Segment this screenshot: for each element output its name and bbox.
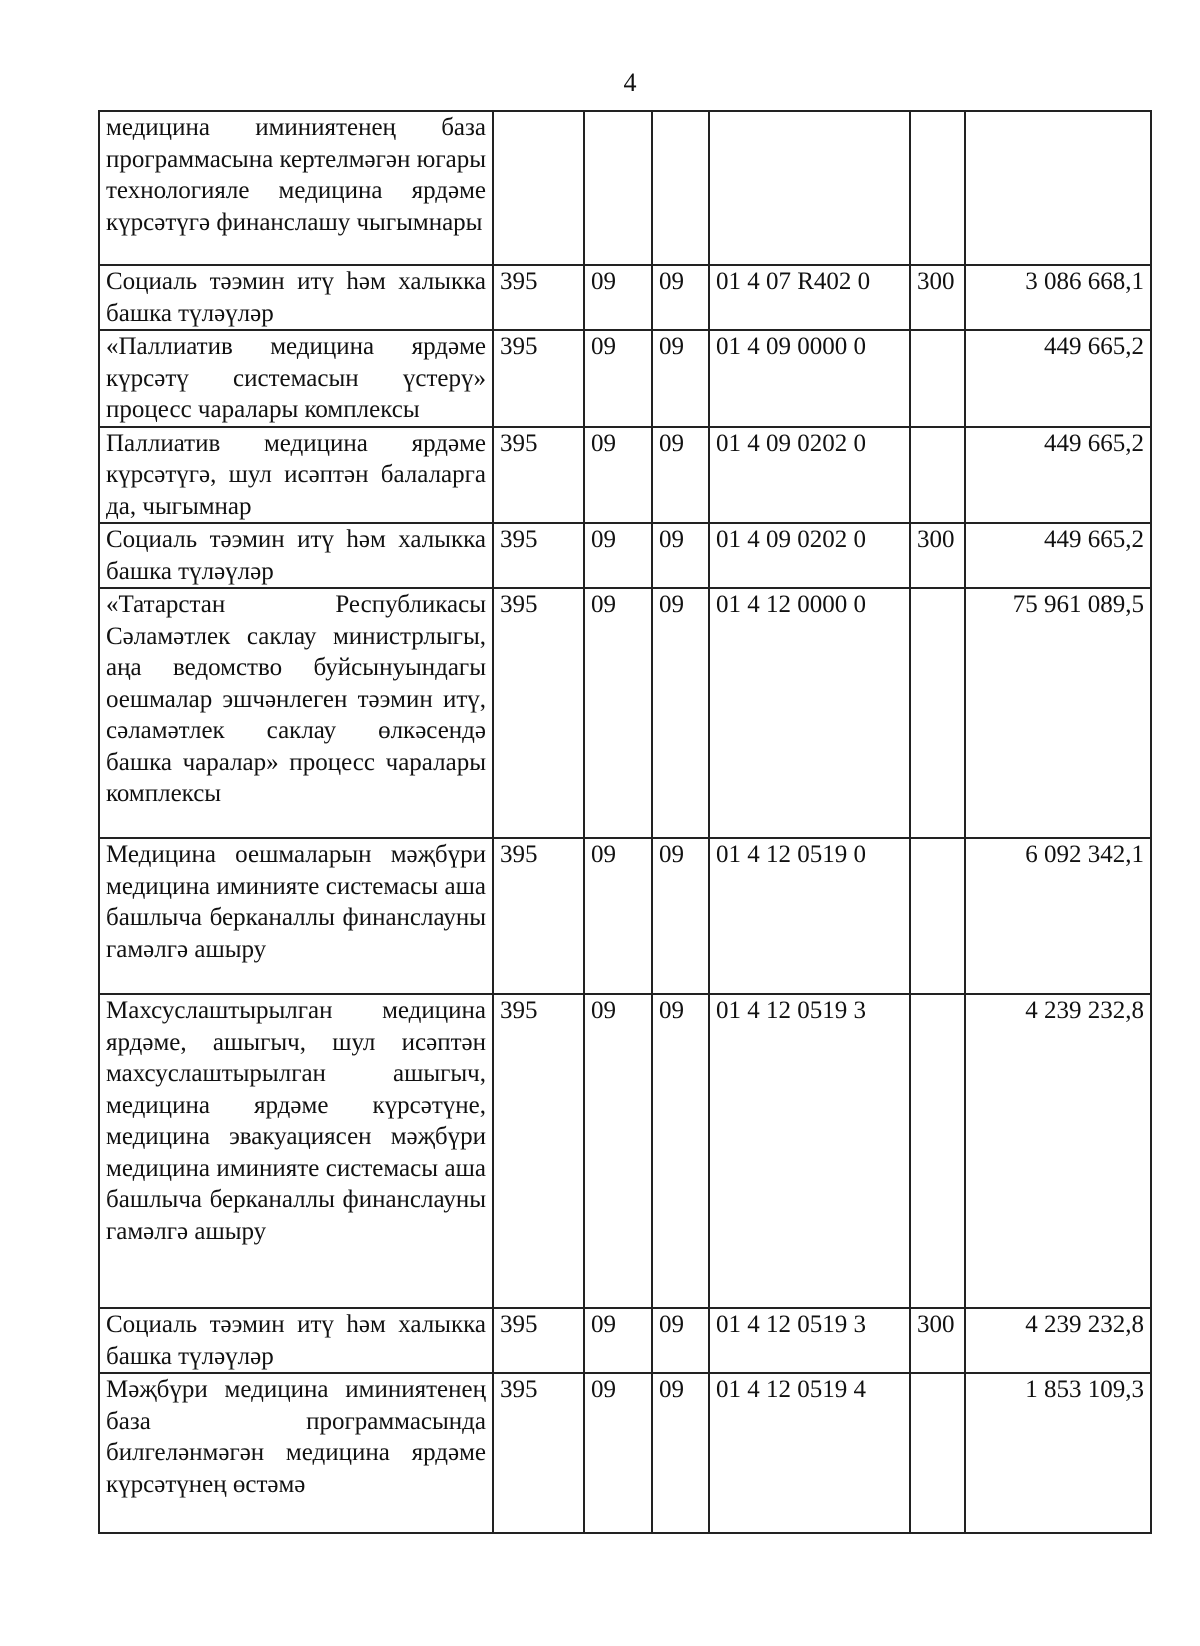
pr-cell: 09 xyxy=(652,330,709,427)
sum-cell: 4 239 232,8 xyxy=(965,994,1151,1308)
vr-cell: 300 xyxy=(910,1308,965,1373)
vr-cell: 300 xyxy=(910,523,965,588)
pr-cell: 09 xyxy=(652,1308,709,1373)
csr-cell: 01 4 12 0519 3 xyxy=(709,1308,910,1373)
sum-cell: 6 092 342,1 xyxy=(965,838,1151,994)
table-row xyxy=(99,1373,1151,1533)
vr-cell xyxy=(910,588,965,838)
ved-cell: 395 xyxy=(493,427,584,524)
table-row xyxy=(99,588,1151,838)
rz-cell: 09 xyxy=(584,523,652,588)
pr-cell: 09 xyxy=(652,838,709,994)
rz-cell: 09 xyxy=(584,330,652,427)
sum-cell: 3 086 668,1 xyxy=(965,265,1151,330)
row-name-cell: Мәҗбүри медицина иминиятенең база программасында билгеләнмәгән медицина ярдәме күрсәтүнең өстәмә xyxy=(99,1373,493,1533)
sum-cell xyxy=(965,111,1151,265)
csr-cell: 01 4 09 0202 0 xyxy=(709,427,910,524)
rz-cell: 09 xyxy=(584,994,652,1308)
vr-cell xyxy=(910,427,965,524)
pr-cell xyxy=(652,111,709,265)
pr-cell: 09 xyxy=(652,427,709,524)
table-row xyxy=(99,330,1151,427)
pr-cell: 09 xyxy=(652,1373,709,1533)
ved-cell: 395 xyxy=(493,838,584,994)
sum-cell: 449 665,2 xyxy=(965,330,1151,427)
row-name-cell: Махсуслаштырылган медицина ярдәме, ашыгыч, шул исәптән махсуслаштырылган ашыгыч, медицина ярдәме күрсәтүне, медицина эвакуациясен мәҗбүри медицина иминияте системасы аша башлыча берканаллы финанслауны гамәлгә ашыру xyxy=(99,994,493,1308)
csr-cell: 01 4 07 R402 0 xyxy=(709,265,910,330)
vr-cell xyxy=(910,1373,965,1533)
pr-cell: 09 xyxy=(652,523,709,588)
pr-cell: 09 xyxy=(652,588,709,838)
sum-cell: 1 853 109,3 xyxy=(965,1373,1151,1533)
ved-cell: 395 xyxy=(493,330,584,427)
rz-cell: 09 xyxy=(584,427,652,524)
csr-cell: 01 4 09 0202 0 xyxy=(709,523,910,588)
vr-cell xyxy=(910,838,965,994)
vr-cell xyxy=(910,111,965,265)
ved-cell: 395 xyxy=(493,994,584,1308)
sum-cell: 4 239 232,8 xyxy=(965,1308,1151,1373)
table-row xyxy=(99,838,1151,994)
row-name-cell: Паллиатив медицина ярдәме күрсәтүгә, шул исәптән балаларга да, чыгымнар xyxy=(99,427,493,524)
rz-cell: 09 xyxy=(584,265,652,330)
row-name-cell: Социаль тәэмин итү һәм халыкка башка түләүләр xyxy=(99,1308,493,1373)
ved-cell: 395 xyxy=(493,1308,584,1373)
rz-cell: 09 xyxy=(584,1308,652,1373)
vr-cell: 300 xyxy=(910,265,965,330)
row-name-cell: «Татарстан Республикасы Сәламәтлек саклау министрлыгы, аңа ведомство буйсынуындагы оешмалар эшчәнлеген тәэмин итү, сәламәтлек саклау өлкәсендә башка чаралар» процесс чаралары комплексы xyxy=(99,588,493,838)
rz-cell: 09 xyxy=(584,838,652,994)
row-name-cell: Медицина оешмаларын мәҗбүри медицина иминияте системасы аша башлыча берканаллы финанслауны гамәлгә ашыру xyxy=(99,838,493,994)
table-row xyxy=(99,427,1151,524)
csr-cell: 01 4 09 0000 0 xyxy=(709,330,910,427)
row-name-cell: Социаль тәэмин итү һәм халыкка башка түләүләр xyxy=(99,523,493,588)
row-name-cell: Социаль тәэмин итү һәм халыкка башка түләүләр xyxy=(99,265,493,330)
ved-cell xyxy=(493,111,584,265)
table-row xyxy=(99,111,1151,265)
rz-cell: 09 xyxy=(584,1373,652,1533)
rz-cell xyxy=(584,111,652,265)
csr-cell: 01 4 12 0000 0 xyxy=(709,588,910,838)
vr-cell xyxy=(910,994,965,1308)
table-row xyxy=(99,523,1151,588)
row-name-cell: «Паллиатив медицина ярдәме күрсәтү системасын үстерү» процесс чаралары комплексы xyxy=(99,330,493,427)
sum-cell: 449 665,2 xyxy=(965,523,1151,588)
ved-cell: 395 xyxy=(493,523,584,588)
budget-table xyxy=(98,110,1152,1534)
row-name-cell: медицина иминиятенең база программасына кертелмәгән югары технологияле медицина ярдәме күрсәтүгә финанслашу чыгымнары xyxy=(99,111,493,265)
csr-cell: 01 4 12 0519 0 xyxy=(709,838,910,994)
csr-cell: 01 4 12 0519 3 xyxy=(709,994,910,1308)
table-row xyxy=(99,994,1151,1308)
ved-cell: 395 xyxy=(493,1373,584,1533)
ved-cell: 395 xyxy=(493,588,584,838)
sum-cell: 449 665,2 xyxy=(965,427,1151,524)
rz-cell: 09 xyxy=(584,588,652,838)
ved-cell: 395 xyxy=(493,265,584,330)
table-row xyxy=(99,265,1151,330)
csr-cell: 01 4 12 0519 4 xyxy=(709,1373,910,1533)
sum-cell: 75 961 089,5 xyxy=(965,588,1151,838)
pr-cell: 09 xyxy=(652,265,709,330)
pr-cell: 09 xyxy=(652,994,709,1308)
vr-cell xyxy=(910,330,965,427)
table-row xyxy=(99,1308,1151,1373)
page-number: 4 xyxy=(623,68,637,97)
csr-cell xyxy=(709,111,910,265)
